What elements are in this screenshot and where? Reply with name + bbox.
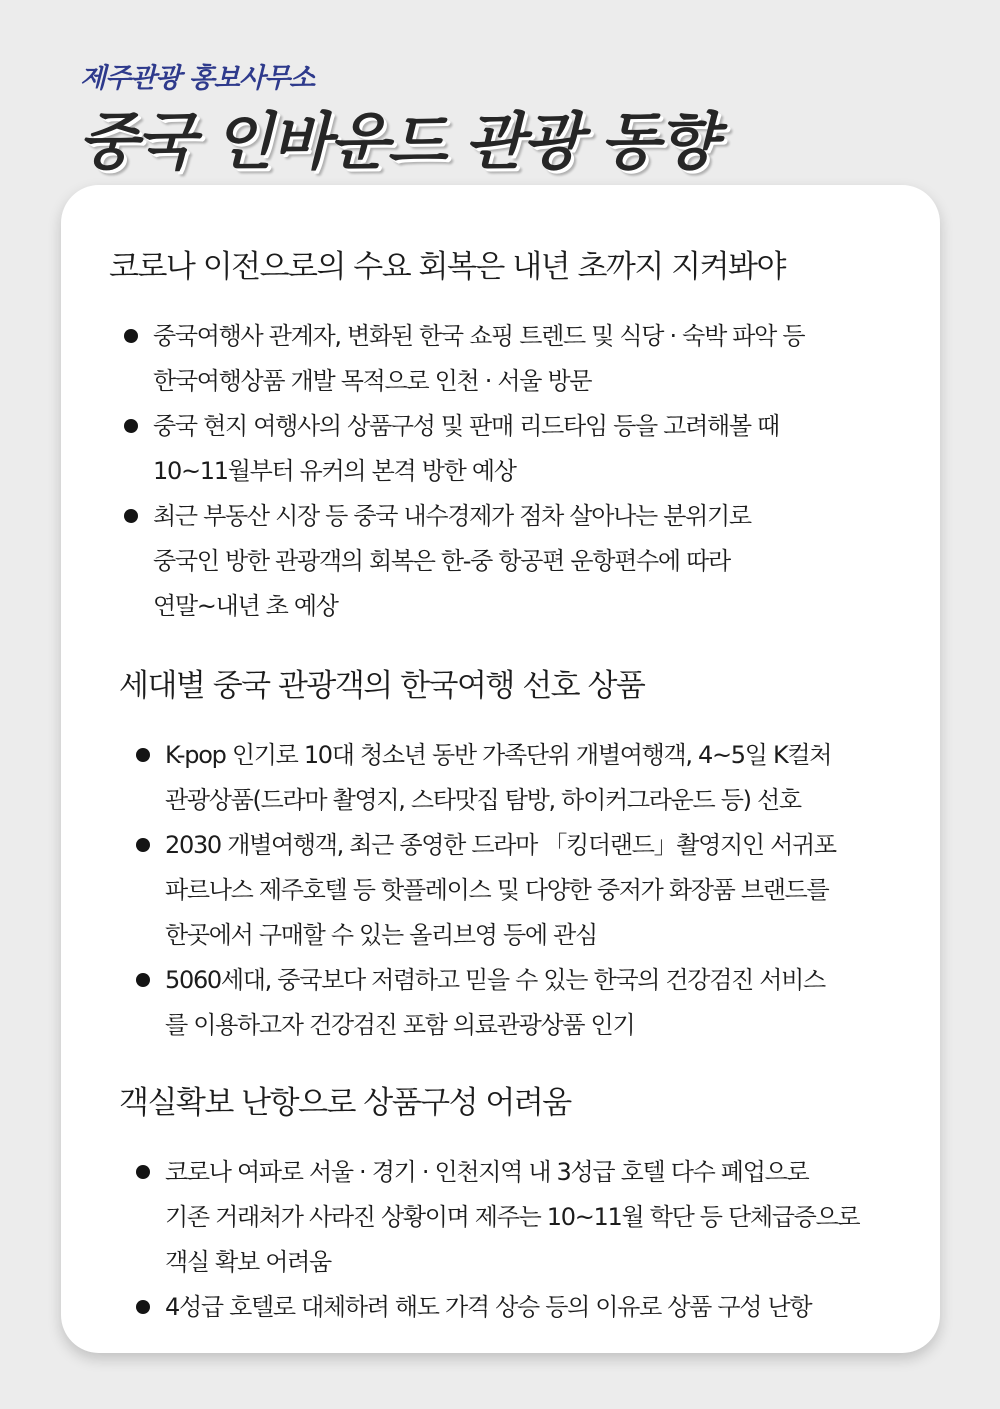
list-item: K-pop 인기로 10대 청소년 동반 가족단위 개별여행객, 4~5일 K컬처 관광상품(드라마 촬영지, 스타맛집 탐방, 하이커그라운드 등) 선호: [136, 733, 940, 823]
list-item: 2030 개별여행객, 최근 종영한 드라마 「킹더랜드」촬영지인 서귀포 파르나스 제주호텔 등 핫플레이스 및 다양한 중저가 화장품 브랜드를 한곳에서 구매할 수 있는 올리브영 등에 관심: [136, 823, 940, 958]
bullet-dot-icon: [136, 973, 150, 987]
section-generation-preferences: [61, 660, 940, 1048]
list-item: 중국여행사 관계자, 변화된 한국 쇼핑 트렌드 및 식당 · 숙박 파악 등 한국여행상품 개발 목적으로 인천 · 서울 방문: [124, 314, 940, 404]
bullet-dot-icon: [124, 419, 138, 433]
list-item: 4성급 호텔로 대체하려 해도 가격 상승 등의 이유로 상품 구성 난항: [136, 1285, 940, 1330]
bullet-dot-icon: [136, 1300, 150, 1314]
bullet-dot-icon: [136, 838, 150, 852]
bullet-dot-icon: [136, 1165, 150, 1179]
page-title: 중국 인바운드 관광 동향: [78, 105, 716, 178]
content-card: [61, 185, 940, 1353]
section-heading: 세대별 중국 관광객의 한국여행 선호 상품: [119, 668, 645, 704]
bullet-list: [136, 733, 940, 1048]
list-item: 최근 부동산 시장 등 중국 내수경제가 점차 살아나는 분위기로 중국인 방한 관광객의 회복은 한-중 항공편 운항편수에 따라 연말~내년 초 예상: [124, 494, 940, 629]
list-item: 5060세대, 중국보다 저렴하고 믿을 수 있는 한국의 건강검진 서비스 를 이용하고자 건강검진 포함 의료관광상품 인기: [136, 958, 940, 1048]
section-room-shortage: [61, 1077, 940, 1330]
section-heading: 객실확보 난항으로 상품구성 어려움: [119, 1085, 571, 1121]
bullet-list: [124, 314, 940, 629]
section-demand-recovery: [61, 241, 940, 629]
list-item: 중국 현지 여행사의 상품구성 및 판매 리드타임 등을 고려해볼 때 10~11월부터 유커의 본격 방한 예상: [124, 404, 940, 494]
bullet-dot-icon: [124, 509, 138, 523]
bullet-list: [136, 1150, 940, 1330]
bullet-dot-icon: [124, 329, 138, 343]
section-heading: 코로나 이전으로의 수요 회복은 내년 초까지 지켜봐야: [109, 249, 785, 285]
office-subtitle: 제주관광 홍보사무소: [80, 63, 315, 94]
list-item: 코로나 여파로 서울 · 경기 · 인천지역 내 3성급 호텔 다수 폐업으로 기존 거래처가 사라진 상황이며 제주는 10~11월 학단 등 단체급증으로 객실 확보 어려움: [136, 1150, 940, 1285]
bullet-dot-icon: [136, 748, 150, 762]
